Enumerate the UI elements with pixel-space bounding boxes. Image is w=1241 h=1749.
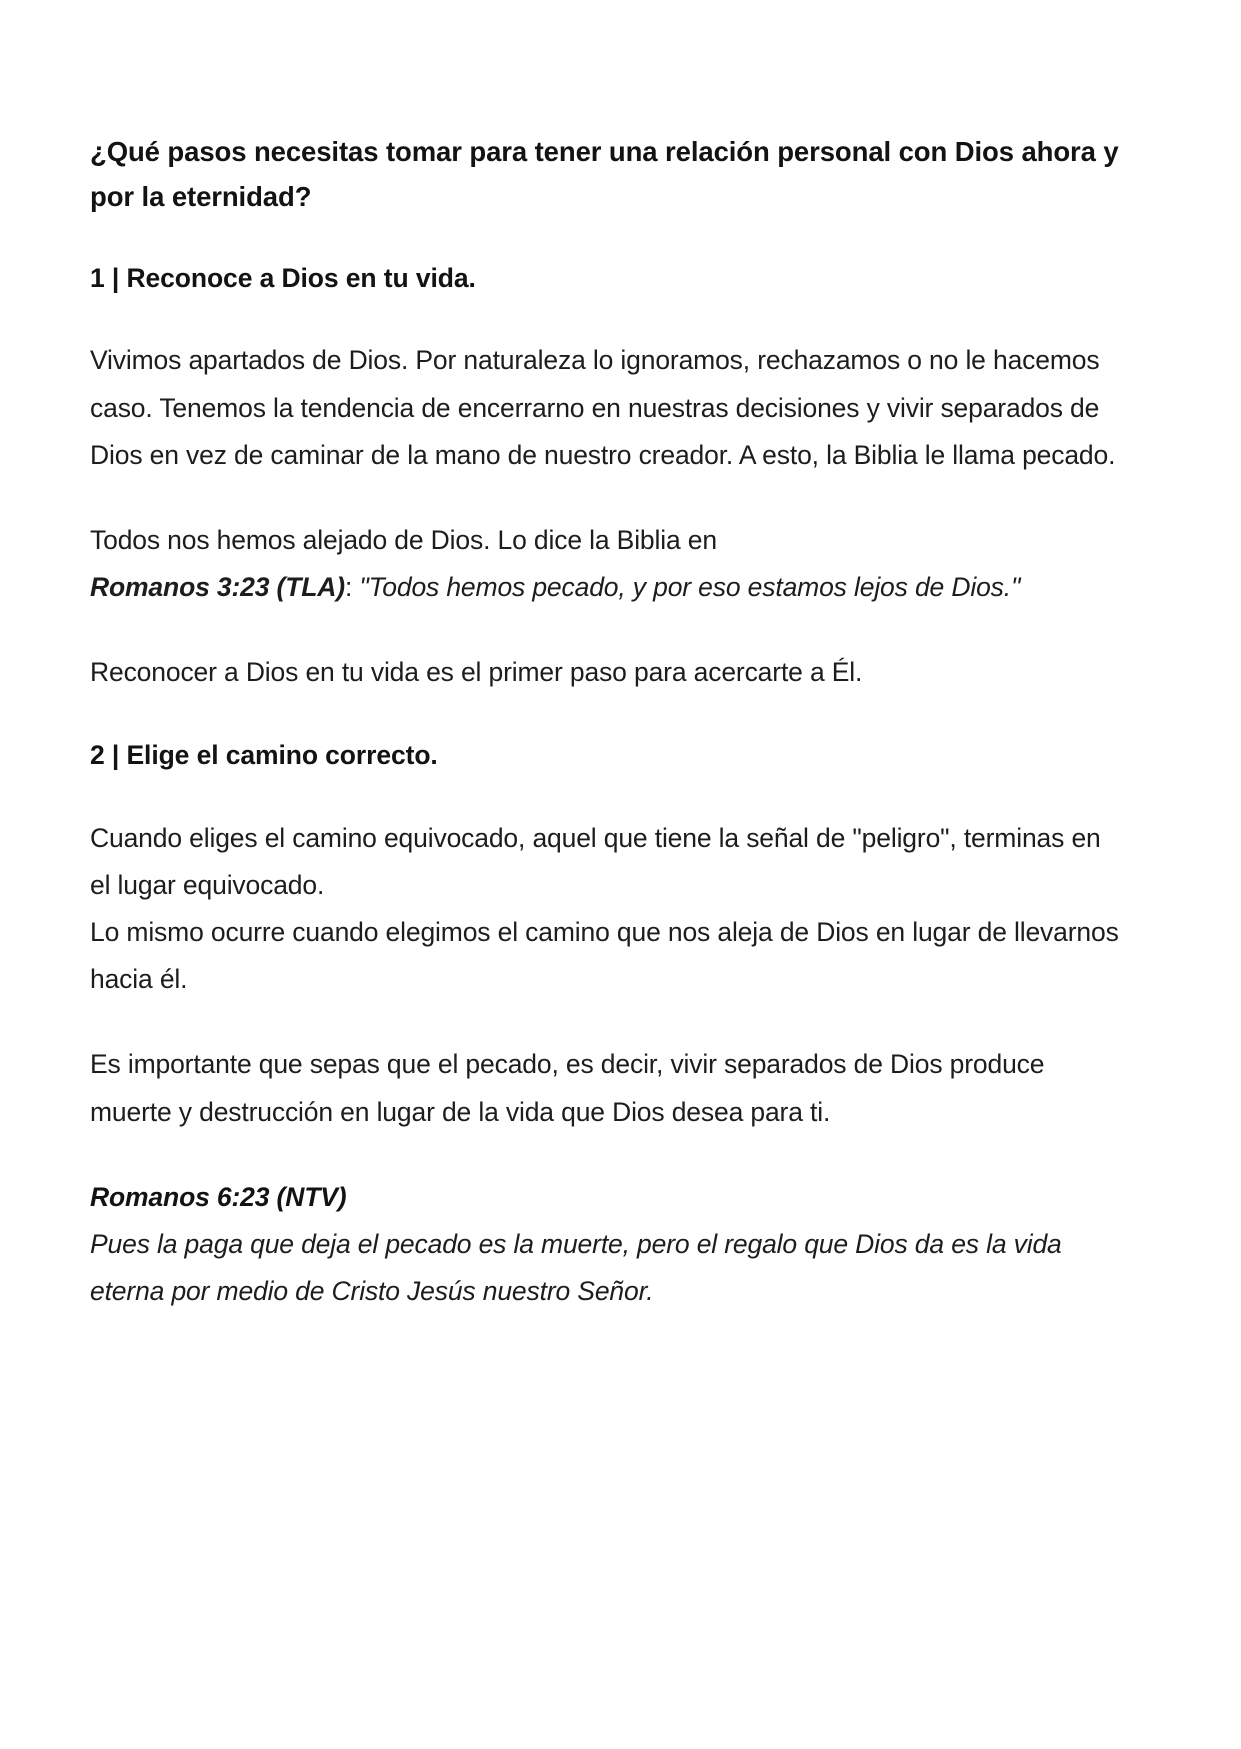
step-2-heading: 2 | Elige el camino correcto. — [90, 740, 438, 771]
verse-text: Pues la paga que deja el pecado es la muerte, pero el regalo que Dios da es la vida eterna por medio de Cristo Jesús nuestro Señor. — [90, 1228, 1062, 1307]
page-title: ¿Qué pasos necesitas tomar para tener una relación personal con Dios ahora y por la eternidad? — [90, 136, 1119, 212]
step-1-heading: 1 | Reconoce a Dios en tu vida. — [90, 263, 476, 294]
step-1-paragraph-2 — [90, 517, 1120, 611]
scripture-separator: : — [344, 572, 360, 603]
step-1-paragraph-1: Vivimos apartados de Dios. Por naturaleza lo ignoramos, rechazamos o no le hacemos caso. Tenemos la tendencia de encerrarno en nuestras decisiones y vivir separados de Dios en vez de caminar de la mano de nuestro creador. A esto, la Biblia le llama pecado. — [90, 345, 1116, 470]
document-body — [90, 130, 1120, 1315]
step-1-paragraph-3: Reconocer a Dios en tu vida es el primer paso para acercarte a Él. — [90, 657, 863, 688]
verse-romans-6-23 — [90, 1174, 1120, 1315]
scripture-intro-text: Todos nos hemos alejado de Dios. Lo dice la Biblia en — [90, 524, 717, 555]
step-2-paragraph-1-line-1: Cuando eliges el camino equivocado, aquel que tiene la señal de "peligro", terminas en el lugar equivocado. — [90, 822, 1101, 900]
step-2-paragraph-2: Es importante que sepas que el pecado, es decir, vivir separados de Dios produce muerte y destrucción en lugar de la vida que Dios desea para ti. — [90, 1049, 1045, 1127]
step-2-paragraph-1 — [90, 815, 1120, 1004]
scripture-quote-romans-3-23: "Todos hemos pecado, y por eso estamos lejos de Dios." — [359, 572, 1021, 603]
scripture-reference-romans-3-23: Romanos 3:23 (TLA) — [90, 572, 345, 603]
verse-reference: Romanos 6:23 (NTV) — [90, 1181, 347, 1212]
step-2-paragraph-1-line-2: Lo mismo ocurre cuando elegimos el camino que nos aleja de Dios en lugar de llevarnos hacia él. — [90, 917, 1119, 995]
